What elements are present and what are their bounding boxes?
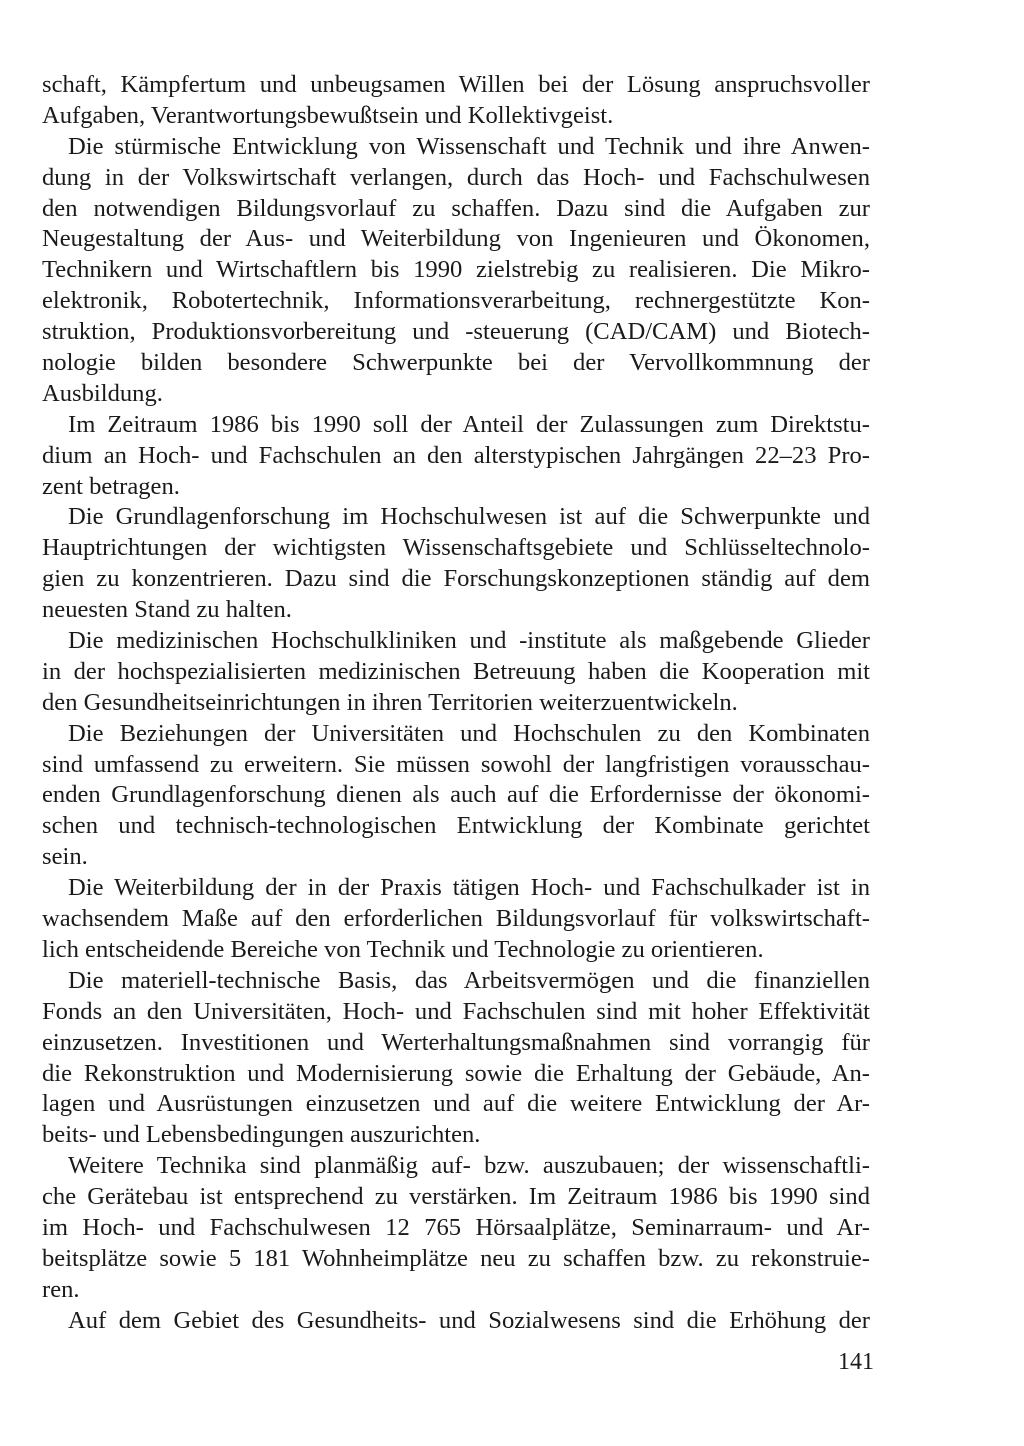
text-line: Ausbildung. <box>42 379 163 407</box>
text-line: Die medizinischen Hochschulkliniken und -institute als maßgebende Glieder <box>68 627 870 655</box>
text-line: in der hochspezialisierten medizinischen Betreuung haben die Kooperation mit <box>42 657 870 685</box>
text-line: Neugestaltung der Aus- und Weiterbildung von Ingenieuren und Ökonomen, <box>42 225 870 253</box>
text-line: sind umfassend zu erweitern. Sie müssen sowohl der langfristigen vorausschau- <box>42 750 870 778</box>
text-line: den Gesundheitseinrichtungen in ihren Territorien weiterzuentwickeln. <box>42 688 738 716</box>
text-line: nologie bilden besondere Schwerpunkte bei der Vervollkommnung der <box>42 349 870 377</box>
text-line: lich entscheidende Bereiche von Technik und Technologie zu orientieren. <box>42 935 764 963</box>
text-line: beits- und Lebensbedingungen auszurichten. <box>42 1121 481 1149</box>
text-line: schen und technisch-technologischen Entwicklung der Kombinate gerichtet <box>42 812 870 840</box>
text-line: schaft, Kämpfertum und unbeugsamen Willen bei der Lösung anspruchsvoller <box>42 71 870 98</box>
text-line: struktion, Produktionsvorbereitung und -steuerung (CAD/CAM) und Biotech- <box>42 318 870 346</box>
text-line: einzusetzen. Investitionen und Werterhaltungsmaßnahmen sind vorrangig für <box>42 1028 870 1056</box>
text-line: Die Weiterbildung der in der Praxis tätigen Hoch- und Fachschulkader ist in <box>68 874 870 902</box>
text-line: Im Zeitraum 1986 bis 1990 soll der Anteil der Zulassungen zum Direktstu- <box>68 410 870 438</box>
page-number: 141 <box>838 1349 874 1375</box>
text-line: Die materiell-technische Basis, das Arbeitsvermögen und die finanziellen <box>68 966 870 994</box>
text-line: Die Grundlagenforschung im Hochschulwesen ist auf die Schwerpunkte und <box>68 503 870 531</box>
text-line: beitsplätze sowie 5 181 Wohnheimplätze neu zu schaffen bzw. zu rekonstruie- <box>42 1244 870 1272</box>
text-line: gien zu konzentrieren. Dazu sind die Forschungskonzeptionen ständig auf dem <box>42 565 870 593</box>
text-line: den notwendigen Bildungsvorlauf zu schaffen. Dazu sind die Aufgaben zur <box>42 194 870 222</box>
text-line: zent betragen. <box>42 472 180 500</box>
text-line: elektronik, Robotertechnik, Informationsverarbeitung, rechnergestützte Kon- <box>42 287 870 315</box>
text-line: Aufgaben, Verantwortungsbewußtsein und Kollektivgeist. <box>42 101 614 129</box>
body-text <box>42 70 870 1337</box>
text-line: Fonds an den Universitäten, Hoch- und Fachschulen sind mit hoher Effektivität <box>42 997 870 1025</box>
text-line: dung in der Volkswirtschaft verlangen, durch das Hoch- und Fachschulwesen <box>42 163 870 191</box>
text-line: dium an Hoch- und Fachschulen an den alterstypischen Jahrgängen 22–23 Pro- <box>42 441 870 469</box>
text-line: die Rekonstruktion und Modernisierung sowie die Erhaltung der Gebäude, An- <box>42 1059 870 1087</box>
text-line: lagen und Ausrüstungen einzusetzen und auf die weitere Entwicklung der Ar- <box>42 1090 870 1118</box>
text-line: im Hoch- und Fachschulwesen 12 765 Hörsaalplätze, Seminarraum- und Ar- <box>42 1213 870 1241</box>
text-line: Weitere Technika sind planmäßig auf- bzw. auszubauen; der wissenschaftli- <box>68 1152 870 1180</box>
text-line: wachsendem Maße auf den erforderlichen Bildungsvorlauf für volkswirtschaft- <box>42 905 870 933</box>
text-line: Die Beziehungen der Universitäten und Hochschulen zu den Kombinaten <box>68 719 870 747</box>
text-line: che Gerätebau ist entsprechend zu verstärken. Im Zeitraum 1986 bis 1990 sind <box>42 1183 870 1211</box>
text-line: Technikern und Wirtschaftlern bis 1990 zielstrebig zu realisieren. Die Mikro- <box>42 256 870 284</box>
text-line: enden Grundlagenforschung dienen als auch auf die Erfordernisse der ökonomi- <box>42 781 870 809</box>
text-line: neuesten Stand zu halten. <box>42 596 292 624</box>
text-line: Auf dem Gebiet des Gesundheits- und Sozialwesens sind die Erhöhung der <box>68 1306 870 1334</box>
text-line: Hauptrichtungen der wichtigsten Wissenschaftsgebiete und Schlüsseltechnolo- <box>42 534 870 562</box>
text-line: Die stürmische Entwicklung von Wissenschaft und Technik und ihre Anwen- <box>68 132 870 160</box>
text-line: sein. <box>42 843 88 871</box>
text-line: ren. <box>42 1275 80 1303</box>
